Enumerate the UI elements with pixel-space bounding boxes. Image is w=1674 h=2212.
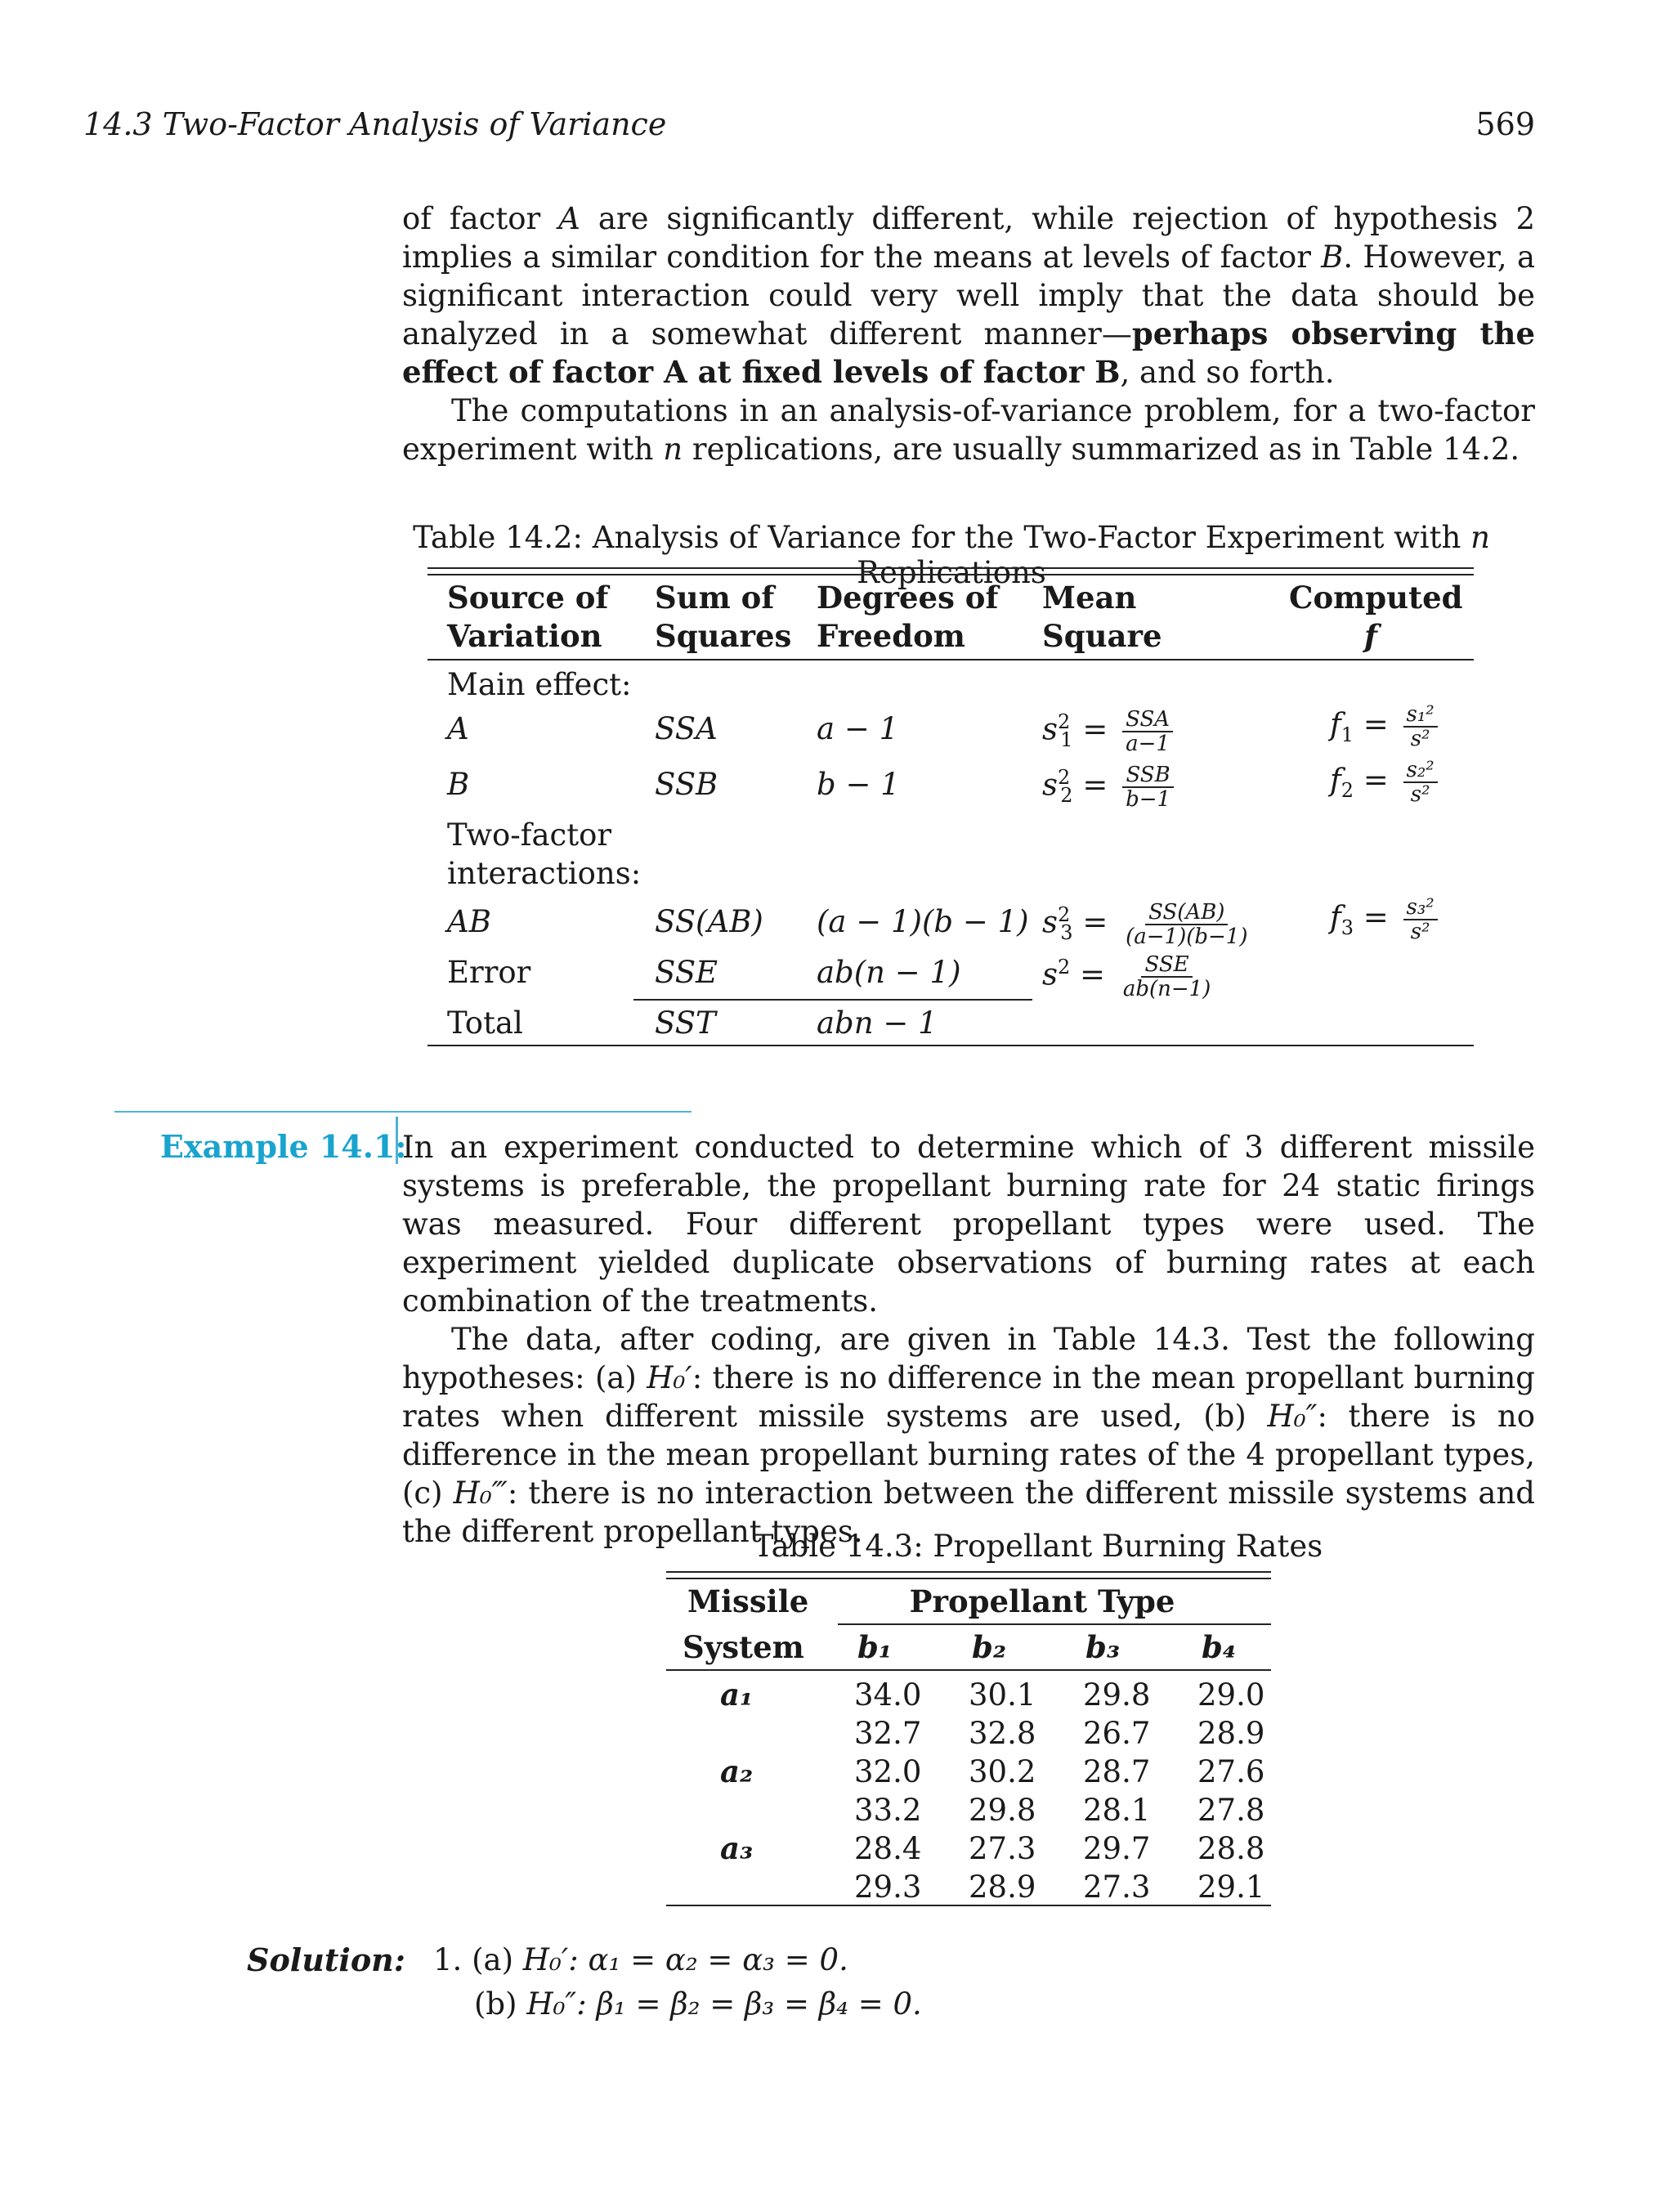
table-rule-header: [666, 1669, 1271, 1671]
table-rule-top: [427, 567, 1474, 569]
solution-tag: (a): [472, 1942, 514, 1977]
frac-den: a−1: [1126, 731, 1170, 756]
header-source-1: Source of: [447, 580, 609, 616]
cell-a2-r2-b3: 28.1: [1083, 1793, 1151, 1828]
solution-item-number: 1.: [433, 1942, 463, 1977]
row-error-ss: SSE: [655, 955, 718, 990]
table-rule-top-2: [427, 574, 1474, 575]
intro-text: [402, 199, 1535, 468]
header-f-1: Computed: [1289, 580, 1463, 616]
running-title: 14.3 Two-Factor Analysis of Variance: [83, 106, 667, 142]
hypothesis-h0-double-prime: H₀″: [526, 1986, 577, 2022]
solution-label: Solution:: [247, 1941, 405, 1978]
caption-text: Table 14.2: Analysis of Variance for the Two-Factor Experiment with: [413, 520, 1471, 555]
table-rule-partial: [633, 999, 1032, 1001]
frac-num: SSA: [1122, 708, 1173, 732]
column-header-b1: b₁: [857, 1629, 893, 1665]
example-text-span: The data, after coding, are given in Table 14.3. Test the following hypotheses: (a): [402, 1322, 1535, 1395]
frac-den: ab(n−1): [1122, 976, 1211, 1001]
cell-a1-r2-b2: 32.8: [969, 1716, 1036, 1751]
frac-den: s²: [1410, 920, 1430, 944]
ms-fraction: [1122, 763, 1174, 811]
example-label: Example 14.1:: [160, 1128, 407, 1165]
header-ms-1: Mean: [1042, 580, 1137, 616]
cell-a3-r1-b1: 28.4: [854, 1831, 922, 1866]
ms-sup: 2: [1058, 766, 1071, 789]
ms-fraction: [1122, 901, 1251, 948]
example-paragraph-1: In an experiment conducted to determine which of 3 different missile systems is preferable, the propellant burning rate for 24 static firings was measured. Four different propellant types were used. The experiment yielded duplicate observations of burning rates at each combination of the treatments.: [402, 1130, 1535, 1319]
frac-den: s²: [1410, 782, 1430, 807]
cell-a2-r2-b2: 29.8: [969, 1793, 1036, 1828]
cell-a3-r1-b2: 27.3: [969, 1831, 1036, 1866]
ms-sub: 3: [1060, 920, 1073, 944]
cell-a3-r2-b2: 28.9: [969, 1869, 1036, 1905]
f-symbol: f: [1330, 706, 1341, 742]
example-paragraph-2: [402, 1320, 1535, 1551]
anova-table: [427, 567, 1474, 1048]
solution-equation: : α₁ = α₂ = α₃ = 0.: [568, 1942, 848, 1977]
caption-text: Replications: [857, 555, 1046, 590]
row-ab-source: AB: [447, 904, 491, 939]
row-b-ms: $s^2_2$ = $\frac{\text{SSB}}{b-1}$: [1042, 759, 1174, 815]
running-head: [83, 106, 1535, 142]
ms-fraction: [1122, 708, 1173, 755]
table-rule-top-2: [666, 1578, 1271, 1579]
caption-var-n: n: [1470, 520, 1490, 555]
ms-sub: 1: [1060, 728, 1073, 751]
header-missile-2: System: [683, 1629, 804, 1665]
hypothesis-h0-prime: H₀′: [522, 1942, 569, 1977]
ms-fraction: [1120, 953, 1215, 1001]
header-ms-2: Square: [1042, 618, 1162, 654]
example-text-span: : there is no difference in the mean propellant burning rates when different missile systems are used, (b): [402, 1360, 1535, 1434]
frac-den: (a−1)(b−1): [1126, 924, 1248, 949]
hypothesis-h0-prime: H₀′: [647, 1360, 692, 1395]
row-ab-ms: $s^2_3$ = $\frac{SS(AB)}{(a-1)(b-1)}$: [1042, 896, 1251, 952]
var-n: n: [663, 432, 683, 467]
frac-den: s²: [1410, 727, 1430, 751]
system-a1: a₁: [720, 1677, 754, 1713]
ms-symbol: s: [1042, 767, 1058, 803]
row-total-ss: SST: [655, 1005, 716, 1041]
frac-den: b−1: [1126, 786, 1171, 812]
row-b-source: B: [447, 767, 470, 802]
f-symbol: f: [1330, 762, 1341, 798]
cell-a2-r1-b3: 28.7: [1083, 1754, 1151, 1789]
ms-sup: 2: [1058, 903, 1071, 926]
row-total-source: Total: [447, 1005, 523, 1041]
intro-text-span: The computations in an analysis-of-variance problem, for a two-factor experiment with: [402, 393, 1535, 467]
frac-num: SSE: [1141, 953, 1192, 978]
var-b: B: [1321, 240, 1344, 275]
intro-text-span: replications, are usually summarized as in Table 14.2.: [683, 432, 1520, 467]
table-rule-subheader: [838, 1623, 1271, 1625]
column-header-b2: b₂: [971, 1629, 1007, 1665]
burning-rates-table: [666, 1571, 1271, 1906]
row-b-f: $f_2$ = $\frac{\text{s₂²}}{\text{s²}}$: [1330, 759, 1438, 810]
ms-symbol: s: [1042, 904, 1058, 940]
cell-a1-r1-b4: 29.0: [1197, 1677, 1265, 1713]
hypothesis-h0-triple-prime: H₀‴: [453, 1475, 508, 1511]
frac-num: SS(AB): [1145, 901, 1228, 925]
f-fraction: [1403, 703, 1438, 750]
solution-line-2: [474, 1985, 922, 2023]
cell-a3-r1-b4: 28.8: [1197, 1831, 1265, 1866]
cell-a2-r2-b4: 27.8: [1197, 1793, 1265, 1828]
table-rule-header: [427, 659, 1474, 660]
cell-a2-r2-b1: 33.2: [854, 1793, 922, 1828]
row-ab-f: $f_3$ = $\frac{\text{s₃²}}{\text{s²}}$: [1330, 896, 1438, 947]
cell-a2-r1-b2: 30.2: [969, 1754, 1036, 1789]
intro-text-span: are significantly different, while rejection of hypothesis 2 implies a similar condition for the means at levels of factor: [402, 201, 1535, 275]
solution-equation: : β₁ = β₂ = β₃ = β₄ = 0.: [576, 1986, 922, 2022]
row-error-ms: $s^2$ = $\frac{\text{SSE}}{ab(n-1)}$: [1042, 948, 1214, 1001]
row-ab-ss: SS(AB): [655, 904, 763, 939]
cell-a1-r1-b1: 34.0: [854, 1677, 922, 1713]
intro-text-span: . However, a significant interaction could very well imply that the data should be analyzed in a somewhat different manner—: [402, 240, 1535, 352]
cell-a2-r1-b1: 32.0: [854, 1754, 922, 1789]
hypothesis-h0-double-prime: H₀″: [1267, 1399, 1318, 1434]
frac-num: s₁²: [1403, 703, 1438, 728]
header-f-2: f: [1364, 618, 1377, 654]
table-rule-bottom: [427, 1045, 1474, 1046]
table-14-3-caption: Table 14.3: Propellant Burning Rates: [753, 1529, 1323, 1564]
row-b-df: b − 1: [817, 767, 900, 802]
cell-a3-r2-b3: 27.3: [1083, 1869, 1151, 1905]
f-fraction: [1403, 896, 1438, 943]
row-error-source: Error: [447, 955, 531, 990]
cell-a3-r2-b4: 29.1: [1197, 1869, 1265, 1905]
ms-sup: 2: [1058, 710, 1071, 733]
f-sub: 1: [1341, 723, 1354, 746]
example-rule: [114, 1111, 692, 1113]
header-sum-1: Sum of: [655, 580, 775, 616]
row-a-source: A: [447, 711, 469, 746]
ms-symbol: s: [1042, 956, 1058, 992]
emphasis-text: perhaps observing the effect of factor A at fixed levels of factor B: [402, 316, 1535, 390]
intro-paragraph-1: [402, 199, 1535, 392]
frac-num: SSB: [1122, 763, 1173, 788]
header-missile-1: Missile: [687, 1583, 809, 1619]
header-df-1: Degrees of: [817, 580, 999, 616]
row-a-ss: SSA: [655, 711, 718, 746]
ms-sub: 2: [1060, 783, 1073, 807]
interactions-label-2: interactions:: [447, 856, 642, 891]
header-df-2: Freedom: [817, 618, 965, 654]
header-source-2: Variation: [447, 618, 602, 654]
intro-text-span: , and so forth.: [1120, 355, 1335, 390]
row-total-df: abn − 1: [817, 1005, 938, 1041]
table-rule-bottom: [666, 1905, 1271, 1906]
header-propellant: Propellant Type: [909, 1583, 1175, 1619]
row-ab-df: (a − 1)(b − 1): [817, 904, 1029, 939]
f-fraction: [1403, 759, 1438, 806]
cell-a1-r1-b2: 30.1: [969, 1677, 1036, 1713]
intro-paragraph-2: [402, 392, 1535, 468]
var-a: A: [558, 201, 580, 236]
cell-a3-r1-b3: 29.7: [1083, 1831, 1151, 1866]
system-a3: a₃: [720, 1830, 754, 1866]
table-rule-top: [666, 1571, 1271, 1573]
row-a-df: a − 1: [817, 711, 899, 746]
frac-num: s₃²: [1403, 896, 1438, 920]
solution-tag: (b): [474, 1986, 517, 2022]
ms-symbol: s: [1042, 711, 1058, 747]
f-symbol: f: [1330, 899, 1341, 935]
row-error-df: ab(n − 1): [817, 955, 961, 990]
frac-num: s₂²: [1403, 759, 1438, 783]
cell-a2-r1-b4: 27.6: [1197, 1754, 1265, 1789]
page-number: 569: [1475, 106, 1535, 142]
row-a-f: $f_1$ = $\frac{\text{s₁²}}{\text{s²}}$: [1330, 703, 1438, 754]
f-sub: 2: [1341, 778, 1354, 802]
cell-a3-r2-b1: 29.3: [854, 1869, 922, 1905]
example-text-span: : there is no interaction between the different missile systems and the different propellant types.: [402, 1475, 1535, 1549]
row-a-ms: $s^2_1$ = $\frac{\text{SSA}}{a-1}$: [1042, 703, 1173, 759]
cell-a1-r2-b4: 28.9: [1197, 1716, 1265, 1751]
interactions-label-1: Two-factor: [447, 817, 612, 853]
main-effect-label: Main effect:: [447, 667, 632, 702]
cell-a1-r2-b1: 32.7: [854, 1716, 922, 1751]
ms-sup: 2: [1058, 956, 1071, 978]
example-text: [402, 1128, 1535, 1551]
system-a2: a₂: [720, 1753, 754, 1789]
solution-line-1: [433, 1941, 848, 1979]
intro-text-span: of factor: [402, 201, 559, 236]
cell-a1-r2-b3: 26.7: [1083, 1716, 1151, 1751]
row-b-ss: SSB: [655, 767, 718, 802]
header-sum-2: Squares: [655, 618, 792, 654]
cell-a1-r1-b3: 29.8: [1083, 1677, 1151, 1713]
example-text-span: : there is no difference in the mean propellant burning rates of the 4 propellant types, (c): [402, 1399, 1535, 1511]
column-header-b3: b₃: [1085, 1629, 1121, 1665]
f-sub: 3: [1341, 916, 1354, 939]
column-header-b4: b₄: [1201, 1629, 1237, 1665]
